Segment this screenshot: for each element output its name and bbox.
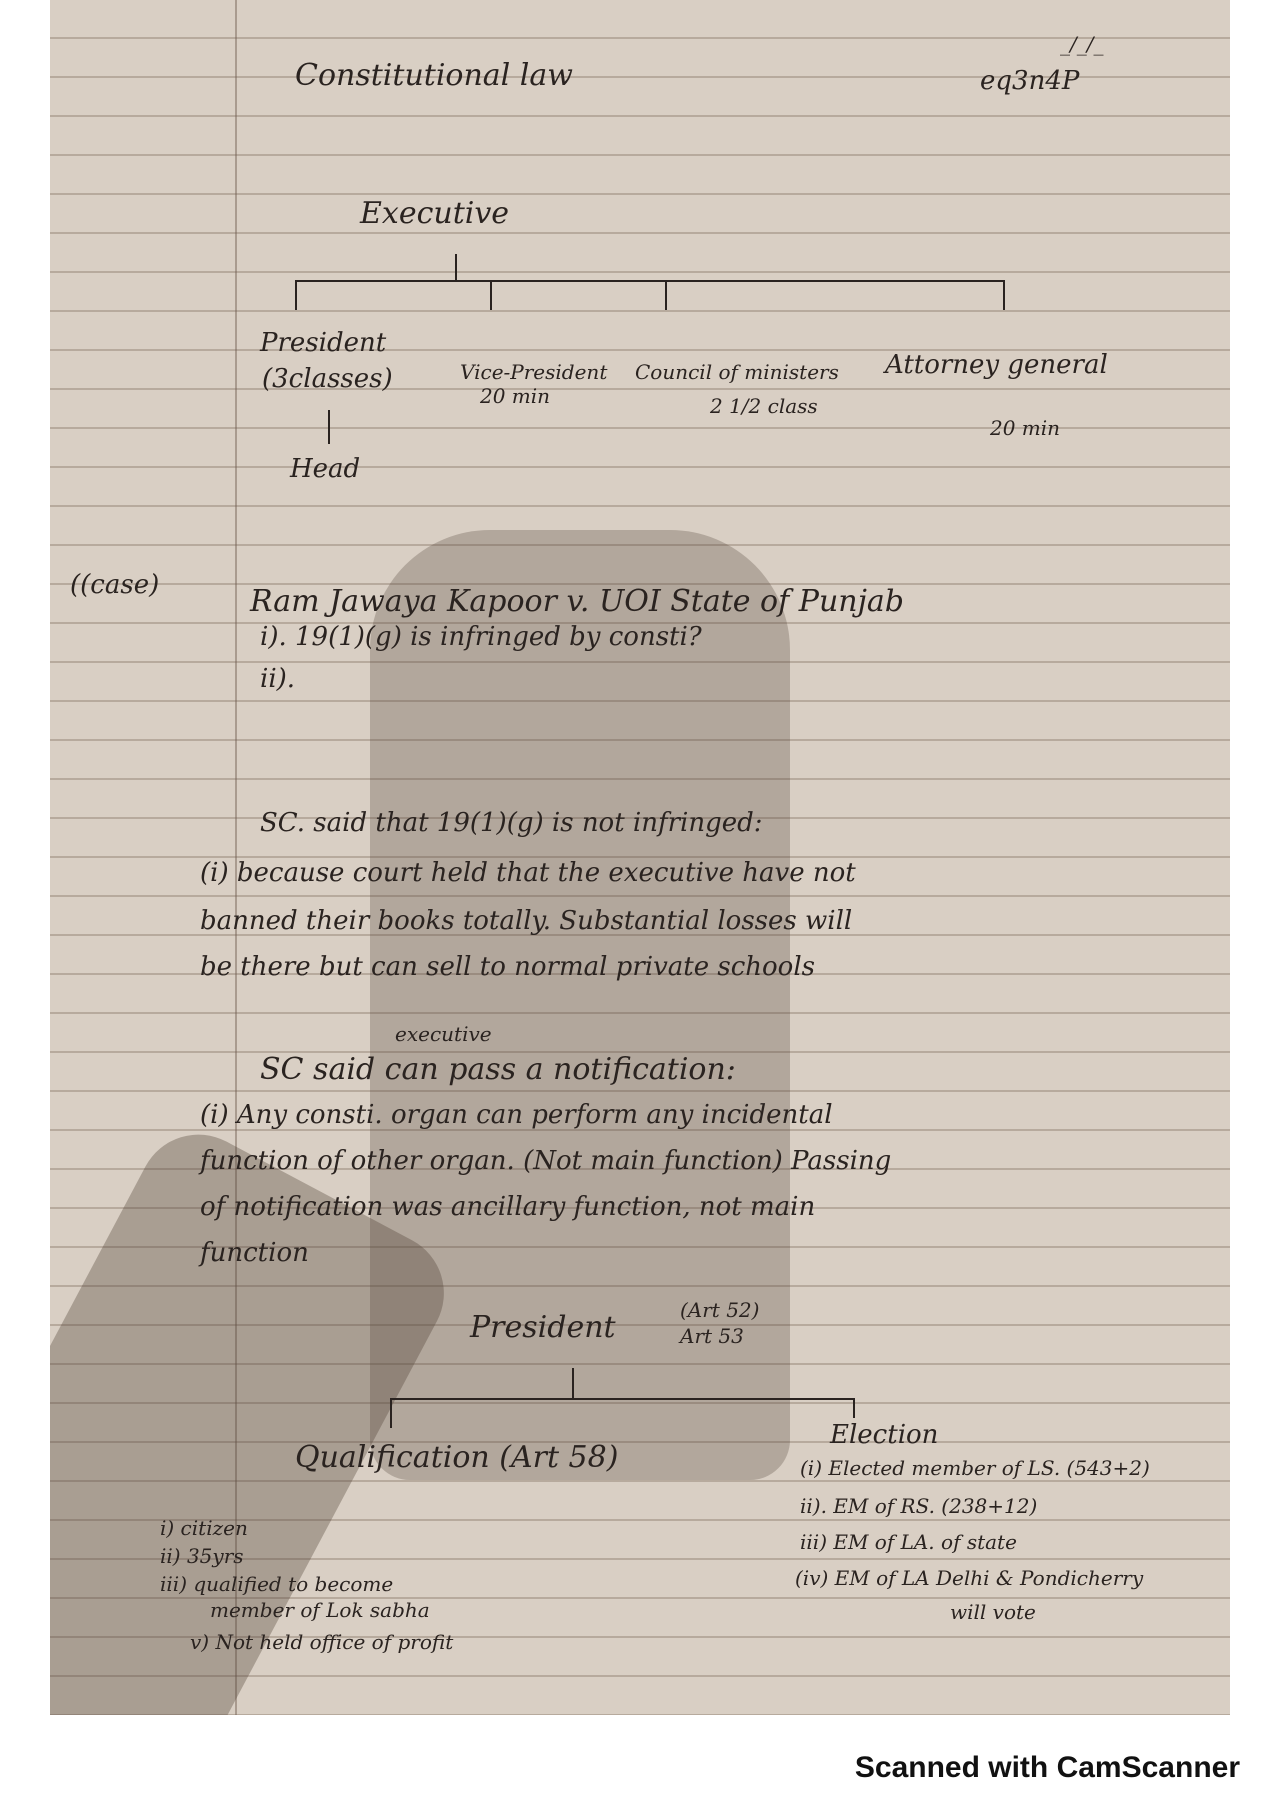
tree2-drop — [390, 1398, 392, 1428]
holding-line: function — [200, 1238, 309, 1268]
date-marks: _/_/_ — [1060, 32, 1104, 56]
election-item: iii) EM of LA. of state — [800, 1530, 1017, 1554]
holding-line: function of other organ. (Not main function) Passing — [200, 1146, 892, 1176]
holding-lead: SC said can pass a notification: — [260, 1052, 736, 1087]
qualification-label: Qualification (Art 58) — [295, 1440, 619, 1475]
scanner-watermark: Scanned with CamScanner — [854, 1751, 1240, 1784]
election-label: Election — [830, 1420, 939, 1450]
holding-line: (i) because court held that the executive have not — [200, 858, 856, 888]
branch-sub: 20 min — [480, 384, 551, 408]
qualification-item: ii) 35yrs — [160, 1544, 244, 1568]
qualification-item: i) citizen — [160, 1516, 248, 1540]
head-connector — [328, 410, 330, 444]
tree2-drop — [853, 1398, 855, 1418]
branch-label: Vice-President — [460, 360, 608, 384]
holding-line: of notification was ancillary function, not main — [200, 1192, 816, 1222]
case-question: ii). — [260, 664, 296, 694]
holding-line: (i) Any consti. organ can perform any incidental — [200, 1100, 833, 1130]
tree2-root-note: (Art 52) — [680, 1298, 760, 1322]
qualification-item: iii) qualified to become — [160, 1572, 394, 1596]
branch-label: Council of ministers — [635, 360, 839, 384]
holding-line: be there but can sell to normal private schools — [200, 952, 815, 982]
tree-drop — [490, 280, 492, 310]
qualification-item: v) Not held office of profit — [190, 1630, 454, 1654]
tree2-root-note: Art 53 — [680, 1324, 744, 1348]
case-question: i). 19(1)(g) is infringed by consti? — [260, 622, 702, 652]
insert-word: executive — [395, 1022, 492, 1046]
page-code: eq3n4P — [980, 66, 1080, 96]
branch-sub: 20 min — [990, 416, 1061, 440]
qualification-item: member of Lok sabha — [210, 1598, 430, 1622]
page-title: Constitutional law — [295, 58, 573, 93]
holding-lead: SC. said that 19(1)(g) is not infringed: — [260, 808, 763, 838]
notebook-page — [50, 0, 1230, 1715]
branch-sub: 2 1/2 class — [710, 394, 818, 418]
case-title: Ram Jawaya Kapoor v. UOI State of Punjab — [250, 584, 904, 619]
tree-drop — [665, 280, 667, 310]
election-item: (i) Elected member of LS. (543+2) — [800, 1456, 1150, 1480]
tree-drop — [295, 280, 297, 310]
holding-line: banned their books totally. Substantial losses will — [200, 906, 853, 936]
tree2-bar — [390, 1398, 855, 1400]
election-item: will vote — [950, 1600, 1036, 1624]
tree-root-executive: Executive — [360, 196, 510, 231]
tree-bar — [295, 280, 1005, 282]
branch-label: President — [260, 328, 387, 358]
branch-label: Attorney general — [885, 350, 1108, 380]
election-item: ii). EM of RS. (238+12) — [800, 1494, 1038, 1518]
tree-connector — [455, 254, 457, 280]
case-tag: ((case) — [70, 570, 160, 600]
branch-child: Head — [290, 454, 361, 484]
branch-sub: (3classes) — [262, 364, 393, 394]
tree-drop — [1003, 280, 1005, 310]
tree2-connector — [572, 1368, 574, 1398]
election-item: (iv) EM of LA Delhi & Pondicherry — [795, 1566, 1144, 1590]
tree2-root: President — [470, 1310, 616, 1345]
